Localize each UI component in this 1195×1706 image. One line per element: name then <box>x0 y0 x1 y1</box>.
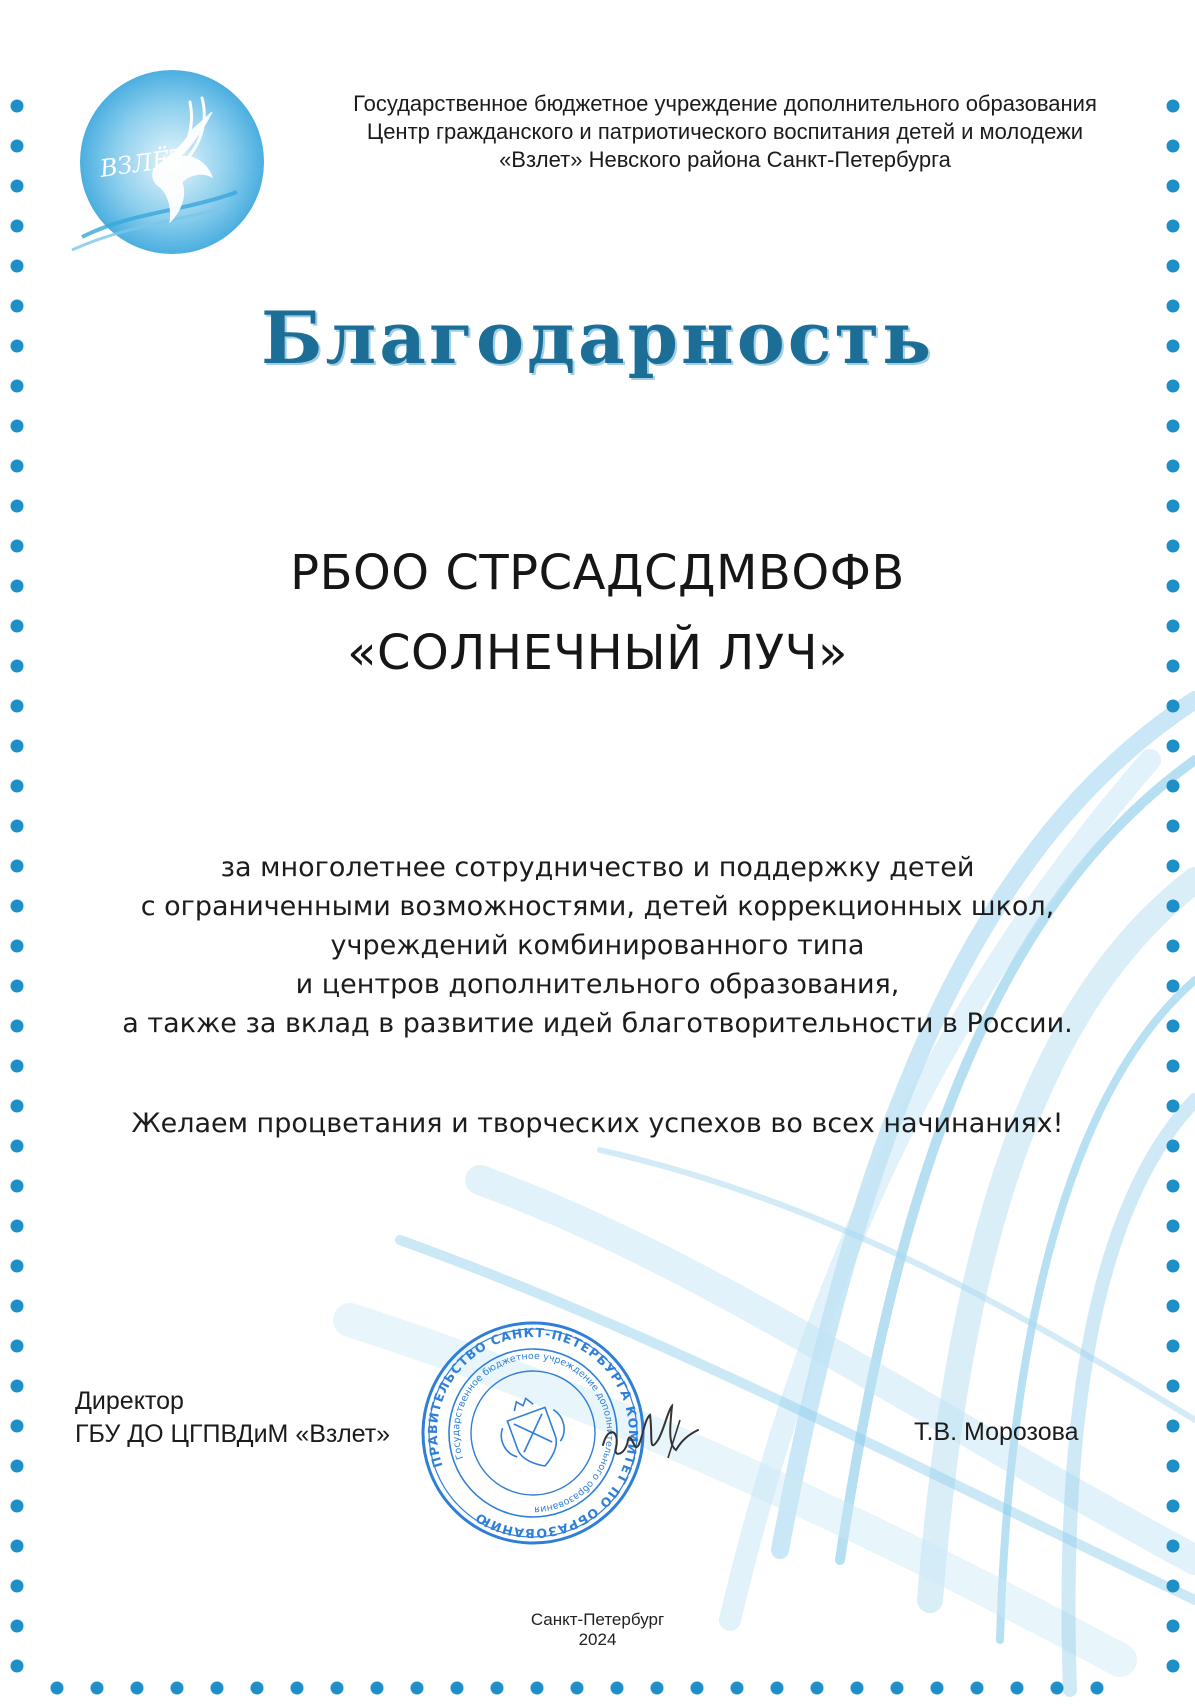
border-dot <box>11 740 24 753</box>
border-dot <box>371 1682 384 1695</box>
issuer-line-2: Центр гражданского и патриотического воспитания детей и молодежи <box>366 119 1084 144</box>
border-dot <box>11 1140 24 1153</box>
border-dot <box>1167 1220 1180 1233</box>
border-dot <box>1167 1300 1180 1313</box>
border-dot <box>251 1682 264 1695</box>
signatory-name: Т.В. Морозова <box>914 1418 1079 1446</box>
border-dot <box>1167 1420 1180 1433</box>
border-dot <box>11 1540 24 1553</box>
border-dot <box>11 1460 24 1473</box>
border-dot <box>1167 1180 1180 1193</box>
border-dot <box>11 1180 24 1193</box>
issuer-header <box>290 90 1160 174</box>
border-dot <box>11 380 24 393</box>
border-dot <box>1167 780 1180 793</box>
reason-line: а также за вклад в развитие идей благотворительности в России. <box>122 1008 1073 1039</box>
border-dot <box>11 420 24 433</box>
footer-city: Санкт-Петербург <box>530 1610 665 1629</box>
border-dot <box>11 100 24 113</box>
border-dot <box>11 1580 24 1593</box>
border-dot <box>1167 140 1180 153</box>
border-dot <box>1167 1660 1180 1673</box>
border-dot <box>1167 220 1180 233</box>
border-dot <box>1167 820 1180 833</box>
border-dot <box>891 1682 904 1695</box>
reason-line: за многолетнее сотрудничество и поддержку детей <box>220 852 975 883</box>
certificate-title: Благодарность <box>260 295 935 380</box>
border-dot <box>1167 1140 1180 1153</box>
stamp-inner-text: Государственное бюджетное учреждение дополнительного образования <box>450 1350 616 1516</box>
border-dot <box>1167 460 1180 473</box>
border-dot <box>51 1682 64 1695</box>
border-dot <box>1167 1060 1180 1073</box>
border-dot <box>11 180 24 193</box>
border-dot <box>1167 860 1180 873</box>
border-dot <box>1167 1580 1180 1593</box>
border-dot <box>1167 180 1180 193</box>
border-dot <box>1167 1340 1180 1353</box>
border-dot <box>1167 740 1180 753</box>
border-dot <box>651 1682 664 1695</box>
border-dot <box>731 1682 744 1695</box>
border-dot <box>971 1682 984 1695</box>
border-dot <box>11 1060 24 1073</box>
border-dot <box>11 1420 24 1433</box>
border-dot <box>11 140 24 153</box>
border-dot <box>531 1682 544 1695</box>
border-dot <box>1167 1500 1180 1513</box>
border-dot <box>1167 500 1180 513</box>
border-dot <box>11 940 24 953</box>
border-dot <box>1167 380 1180 393</box>
border-dot <box>571 1682 584 1695</box>
border-dot <box>11 460 24 473</box>
border-dot <box>11 820 24 833</box>
border-dot <box>411 1682 424 1695</box>
border-dot <box>1167 100 1180 113</box>
border-dot <box>11 780 24 793</box>
border-dot <box>11 860 24 873</box>
logo-text: ВЗЛЁТ <box>98 143 188 183</box>
border-dot <box>1167 1020 1180 1033</box>
border-dot <box>851 1682 864 1695</box>
border-dot <box>291 1682 304 1695</box>
reason-line: с ограниченными возможностями, детей коррекционных школ, <box>140 891 1055 922</box>
border-dot <box>11 1260 24 1273</box>
border-dot <box>11 260 24 273</box>
signatory-position <box>75 1385 390 1451</box>
border-dot <box>1167 1100 1180 1113</box>
border-dot <box>691 1682 704 1695</box>
footer-place-date <box>0 1610 1195 1650</box>
border-dot <box>11 1300 24 1313</box>
reason-line: и центров дополнительного образования, <box>295 969 900 1000</box>
border-dot <box>171 1682 184 1695</box>
border-dot <box>11 1220 24 1233</box>
border-dot <box>1167 420 1180 433</box>
issuer-line-1: Государственное бюджетное учреждение дополнительного образования <box>353 91 1097 116</box>
logo-emblem <box>62 62 282 282</box>
footer-year: 2024 <box>578 1630 617 1649</box>
border-dot <box>211 1682 224 1695</box>
border-dot <box>1167 1540 1180 1553</box>
recipient-line-1: РБОО СТРСАДСДМВОФВ <box>290 545 905 601</box>
wish-line: Желаем процветания и творческих успехов во всех начинаниях! <box>131 1108 1064 1139</box>
border-dot <box>11 1020 24 1033</box>
border-dot <box>1167 1260 1180 1273</box>
border-dot <box>611 1682 624 1695</box>
border-dot <box>11 1500 24 1513</box>
border-dot <box>451 1682 464 1695</box>
border-dot <box>131 1682 144 1695</box>
border-dot <box>11 980 24 993</box>
border-dot <box>11 220 24 233</box>
border-dot <box>771 1682 784 1695</box>
border-dot <box>1011 1682 1024 1695</box>
signatory-title: Директор <box>75 1387 184 1415</box>
border-dot <box>1167 1460 1180 1473</box>
border-dot <box>931 1682 944 1695</box>
border-dot <box>11 1100 24 1113</box>
border-dot <box>11 1660 24 1673</box>
border-dot <box>1051 1682 1064 1695</box>
recipient-line-2: «СОЛНЕЧНЫЙ ЛУЧ» <box>347 625 848 681</box>
border-dot <box>11 1340 24 1353</box>
signatory-organization: ГБУ ДО ЦГПВДиМ «Взлет» <box>75 1420 391 1448</box>
border-dot <box>1167 260 1180 273</box>
border-dot <box>811 1682 824 1695</box>
border-dot <box>1167 700 1180 713</box>
reason-paragraph <box>40 848 1155 1043</box>
issuer-line-3: «Взлет» Невского района Санкт-Петербурга <box>499 147 951 172</box>
border-dot <box>11 500 24 513</box>
border-dot <box>1167 980 1180 993</box>
border-dot <box>331 1682 344 1695</box>
border-dot <box>1167 940 1180 953</box>
border-dot <box>11 700 24 713</box>
border-dot <box>1091 1682 1104 1695</box>
coat-of-arms-icon <box>491 1389 575 1477</box>
border-dot <box>1167 900 1180 913</box>
border-dot <box>1167 1380 1180 1393</box>
handwritten-signature <box>598 1400 708 1470</box>
reason-line: учреждений комбинированного типа <box>330 930 865 961</box>
border-dot <box>11 1380 24 1393</box>
border-dot <box>491 1682 504 1695</box>
border-dot <box>11 900 24 913</box>
stamp-outer-text: ПРАВИТЕЛЬСТВО САНКТ-ПЕТЕРБУРГА КОМИТЕТ ПО ОБРАЗОВАНИЮ <box>424 1324 642 1542</box>
border-dot <box>91 1682 104 1695</box>
